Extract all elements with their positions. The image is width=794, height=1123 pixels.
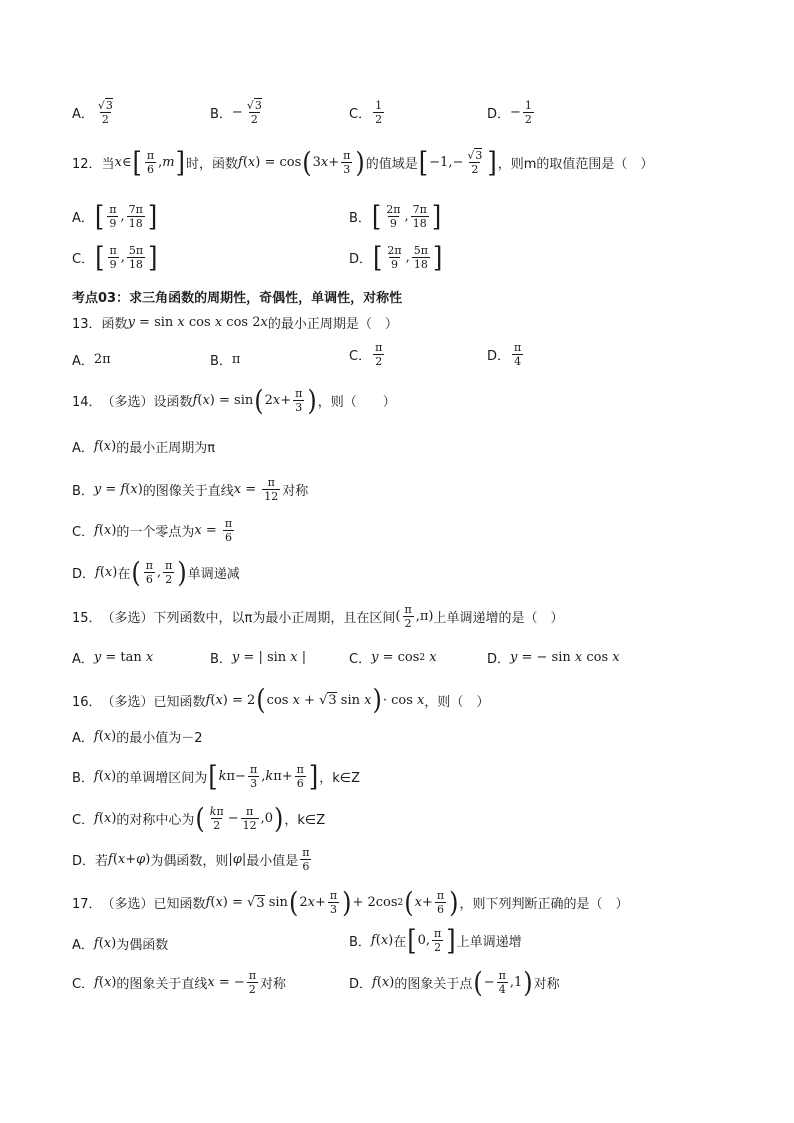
fraction: $\frac{1}{2}$	[524, 99, 532, 126]
q12-option-c[interactable]: C． [ $\frac{\pi}{9}$ , $\frac{5\pi}{18}$ ]	[72, 241, 158, 274]
q12-option-b[interactable]: B． [ $\frac{2\pi}{9}$ , $\frac{7\pi}{18}$ ]	[349, 200, 442, 233]
q14-option-d[interactable]: D． f ( x ) 在 ( $\frac{\pi}{6}$ , $\frac{\pi}{2}$ ) 单调递减	[72, 556, 240, 589]
question-14: 14． （多选）设函数 f ( x ) = sin ( 2 x + $\frac{\pi}{3}$ ) ，则（ ）	[72, 384, 396, 417]
q16-option-c[interactable]: C． f ( x ) 的对称中心为 ( $\frac{k\pi}{2}$ − $\frac{\pi}{12}$ ,0 ) ，k∈Z	[72, 802, 326, 835]
q16-option-d[interactable]: D． 若 f ( x + φ ) 为偶函数，则 | φ | 最小值是 $\frac{\pi}{6}$	[72, 846, 310, 873]
q16-option-b[interactable]: B． f ( x ) 的单调增区间为 [ k π− $\frac{\pi}{3}$ , k π+ $\frac{\pi}{6}$ ] ，k∈Z	[72, 760, 361, 793]
question-15: 15． （多选）下列函数中，以π为最小正周期，且在区间 ( $\frac{\pi}{2}$ ,π) 上单调递增的是（ ）	[72, 603, 564, 630]
q11-option-d[interactable]: D． − $\frac{1}{2}$	[487, 99, 532, 126]
q15-option-c[interactable]: C． y = cos 2 x	[349, 650, 437, 667]
fraction: $\frac{√3}{2}$	[97, 99, 113, 126]
question-16: 16． （多选）已知函数 f ( x ) = 2 ( cos x + √ 3 sin x ) · cos x ，则（ ）	[72, 683, 490, 717]
section-heading: 考点03：求三角函数的周期性，奇偶性，单调性，对称性	[72, 291, 403, 306]
q17-option-b[interactable]: B． f ( x ) 在 [ 0, $\frac{\pi}{2}$ ] 上单调递增	[349, 924, 522, 957]
q13-option-d[interactable]: D． $\frac{\pi}{4}$	[487, 341, 522, 368]
q12-option-a[interactable]: A． [ $\frac{\pi}{9}$ , $\frac{7\pi}{18}$ ]	[72, 200, 158, 233]
q11-option-b[interactable]: B． − $\frac{√3}{2}$	[210, 99, 262, 126]
q14-option-a[interactable]: A． f ( x ) 的最小正周期为π	[72, 439, 216, 456]
fraction: $\frac{1}{2}$	[375, 99, 383, 126]
q17-option-a[interactable]: A． f ( x ) 为偶函数	[72, 936, 169, 953]
q13-option-c[interactable]: C． $\frac{\pi}{2}$	[349, 341, 383, 368]
q17-option-c[interactable]: C． f ( x ) 的图象关于直线 x = − $\frac{\pi}{2}$ 对称	[72, 969, 287, 996]
q15-option-d[interactable]: D． y = − sin x cos x	[487, 650, 620, 667]
question-13: 13． 函数 y = sin x cos x cos 2 x 的最小正周期是（ ）	[72, 315, 398, 332]
q15-option-b[interactable]: B． y = | sin x |	[210, 650, 307, 667]
q17-option-d[interactable]: D． f ( x ) 的图象关于点 ( − $\frac{\pi}{4}$ ,1 ) 对称	[349, 966, 560, 999]
question-12: 12． 当 x ∈ [ $\frac{\pi}{6}$ , m ] 时，函数 f ( x ) = cos ( 3 x + $\frac{\pi}{3}$ ) 的值域是 [ −1,− $\frac{√3}{2}$ ] ，则m的取值范围是（ ）	[72, 146, 654, 179]
q14-option-b[interactable]: B． y = f ( x ) 的图像关于直线 x = $\frac{\pi}{12}$ 对称	[72, 476, 309, 503]
q13-option-a[interactable]: A． 2π	[72, 352, 111, 369]
q12-option-d[interactable]: D． [ $\frac{2\pi}{9}$ , $\frac{5\pi}{18}$ ]	[349, 241, 443, 274]
q11-option-a[interactable]: A． $\frac{√3}{2}$	[72, 99, 113, 126]
fraction: $\frac{√3}{2}$	[246, 99, 262, 126]
q15-option-a[interactable]: A． y = tan x	[72, 650, 154, 667]
q11-option-c[interactable]: C． $\frac{1}{2}$	[349, 99, 383, 126]
q16-option-a[interactable]: A． f ( x ) 的最小值为－2	[72, 729, 203, 746]
question-17: 17． （多选）已知函数 f ( x ) = √ 3 sin ( 2 x + $\frac{\pi}{3}$ ) + 2cos 2 ( x + $\frac{\pi}{6}$ ) ，则下列判断正确的是（ ）	[72, 886, 629, 919]
q14-option-c[interactable]: C． f ( x ) 的一个零点为 x = $\frac{\pi}{6}$	[72, 517, 233, 544]
q13-option-b[interactable]: B． π	[210, 352, 241, 369]
